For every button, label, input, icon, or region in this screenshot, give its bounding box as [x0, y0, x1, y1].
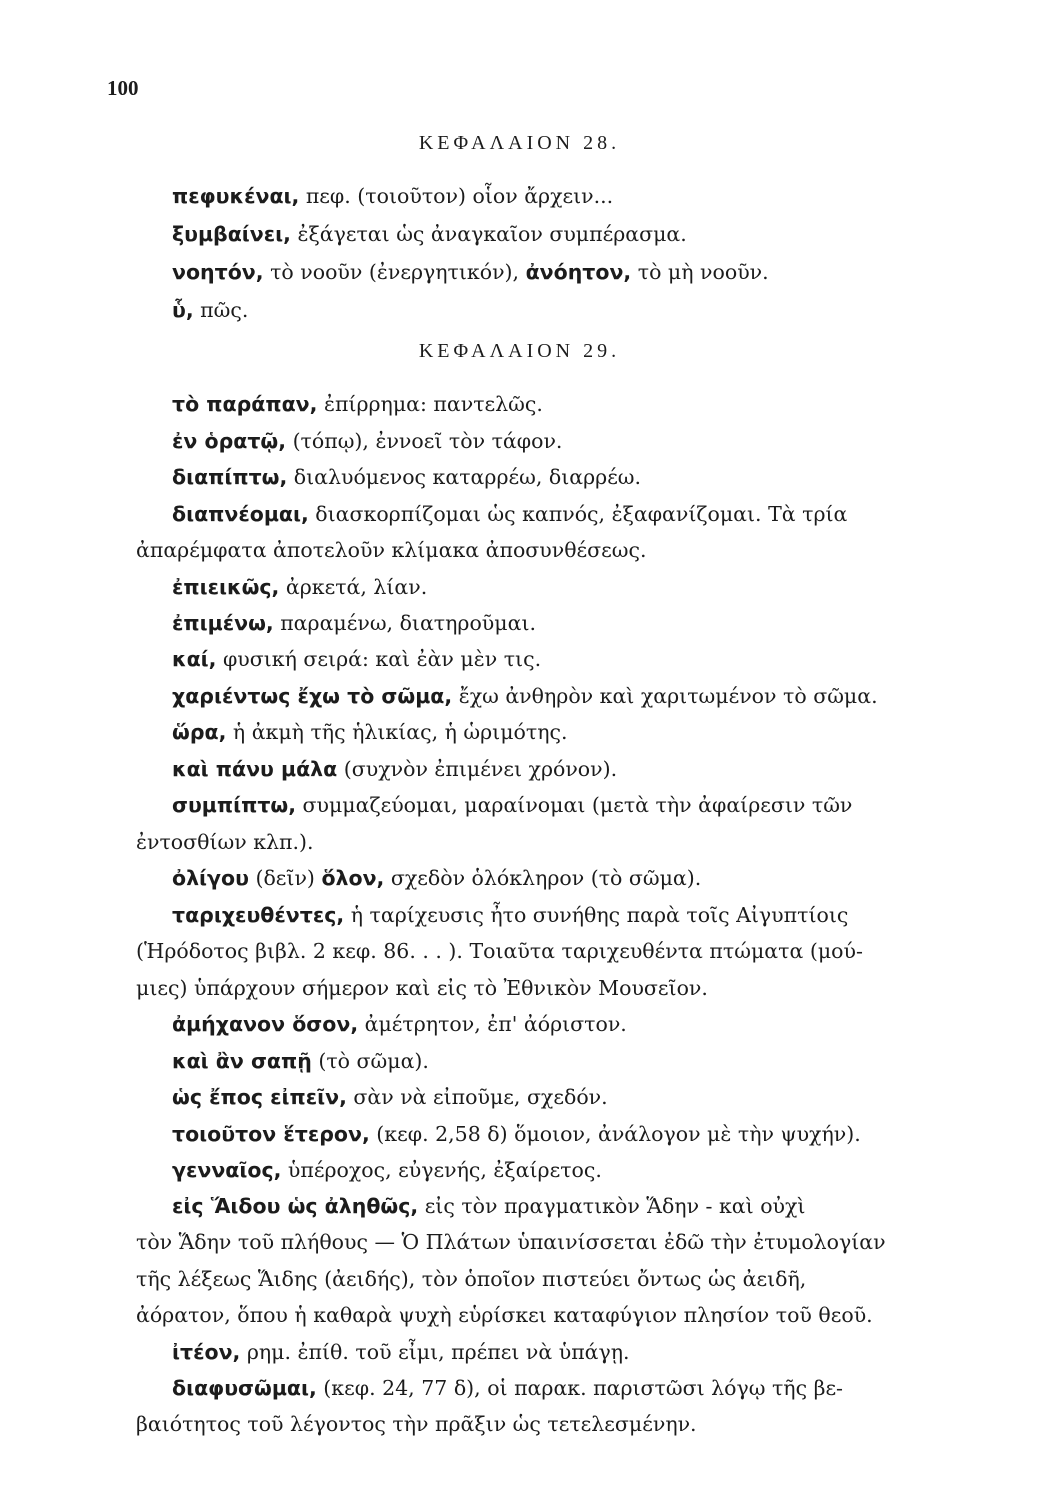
entry-gloss: ἔχω ἀνθηρὸν καὶ χαριτωμένον τὸ σῶμα.	[452, 684, 878, 708]
entry-term: πεφυκέναι,	[172, 184, 300, 208]
glossary-entry	[172, 1374, 843, 1402]
entry-gloss: παραμένω, διατηροῦμαι.	[273, 611, 536, 635]
page-number: 100	[107, 76, 139, 100]
entry-gloss: (κεφ. 2,58 δ) ὅμοιον, ἀνάλογον μὲ τὴν ψυχήν).	[369, 1122, 861, 1146]
glossary-continuation	[136, 1301, 873, 1329]
glossary-entry	[172, 755, 617, 783]
glossary-entry	[172, 1047, 429, 1075]
entry-gloss: ἐξάγεται ὡς ἀναγκαῖον συμπέρασμα.	[290, 222, 687, 246]
glossary-entry	[172, 573, 427, 601]
glossary-entry	[172, 500, 847, 528]
entry-gloss: ἀπαρέμφατα ἀποτελοῦν κλίμακα ἀποσυνθέσεως.	[136, 538, 647, 562]
glossary-entry	[172, 258, 769, 286]
entry-gloss: ἡ ταρίχευσις ἦτο συνήθης παρὰ τοῖς Αἰγυπτίοις	[344, 903, 849, 927]
entry-term: ἐν ὁρατῷ,	[172, 429, 287, 453]
entry-term: νοητόν,	[172, 260, 264, 284]
entry-term: ὀλίγου	[172, 866, 249, 890]
glossary-entry	[172, 182, 613, 210]
glossary-entry	[172, 718, 568, 746]
glossary-entry	[172, 864, 701, 892]
entry-term: ὗ,	[172, 298, 194, 322]
entry-gloss: σχεδὸν ὁλόκληρον (τὸ σῶμα).	[384, 866, 702, 890]
glossary-entry	[172, 296, 248, 324]
entry-term: ξυμβαίνει,	[172, 222, 291, 246]
entry-gloss: (δεῖν)	[248, 866, 322, 890]
entry-gloss: (κεφ. 24, 77 δ), οἱ παρακ. παριστῶσι λόγῳ τῆς βε-	[316, 1376, 843, 1400]
glossary-entry	[172, 220, 687, 248]
entry-term: συμπίπτω,	[172, 793, 297, 817]
entry-gloss: ἡ ἀκμὴ τῆς ἡλικίας, ἡ ὡριμότης.	[226, 720, 568, 744]
entry-term: ἐπιμένω,	[172, 611, 274, 635]
entry-gloss: ἀμέτρητον, ἐπ' ἀόριστον.	[358, 1012, 627, 1036]
entry-gloss: ἀρκετά, λίαν.	[279, 575, 428, 599]
glossary-entry	[172, 1192, 805, 1220]
glossary-entry	[172, 682, 878, 710]
entry-term: τὸ παράπαν,	[172, 392, 318, 416]
entry-gloss: (τόπῳ), ἐννοεῖ τὸν τάφον.	[286, 429, 563, 453]
glossary-entry	[172, 463, 641, 491]
glossary-continuation	[136, 1410, 697, 1438]
glossary-entry	[172, 1083, 608, 1111]
entry-term: διαφυσῶμαι,	[172, 1376, 317, 1400]
entry-gloss: συμμαζεύομαι, μαραίνομαι (μετὰ τὴν ἀφαίρεσιν τῶν	[296, 793, 853, 817]
glossary-entry	[172, 1156, 602, 1184]
entry-term: καὶ πάνυ μάλα	[172, 757, 338, 781]
glossary-entry	[172, 390, 543, 418]
entry-gloss: (Ἡρόδοτος βιβλ. 2 κεφ. 86. . . ). Τοιαῦτα ταριχευθέντα πτώματα (μού-	[136, 939, 863, 963]
glossary-entry	[172, 1338, 630, 1366]
entry-gloss: πεφ. (τοιοῦτον) οἷον ἄρχειν...	[299, 184, 614, 208]
entry-gloss: ὑπέροχος, εὐγενής, ἐξαίρετος.	[281, 1158, 602, 1182]
entry-gloss: φυσική σειρά: καὶ ἐὰν μὲν τις.	[216, 647, 542, 671]
glossary-continuation	[136, 536, 647, 564]
chapter-29-heading: ΚΕΦΑΛΑΙΟΝ 29.	[418, 340, 621, 362]
entry-gloss: μιες) ὑπάρχουν σήμερον καὶ εἰς τὸ Ἐθνικὸν Μουσεῖον.	[136, 976, 708, 1000]
entry-gloss: ἐντοσθίων κλπ.).	[136, 830, 314, 854]
entry-term: ταριχευθέντες,	[172, 903, 345, 927]
entry-gloss: ἐπίρρημα: παντελῶς.	[317, 392, 543, 416]
glossary-entry	[172, 645, 541, 673]
entry-gloss: τὸν Ἅδην τοῦ πλήθους — Ὁ Πλάτων ὑπαινίσσεται ἐδῶ τὴν ἐτυμολογίαν	[136, 1230, 886, 1254]
glossary-continuation	[136, 828, 314, 856]
entry-gloss: πῶς.	[193, 298, 249, 322]
entry-gloss: (τὸ σῶμα).	[311, 1049, 429, 1073]
entry-term: καὶ ἂν σαπῇ	[172, 1049, 312, 1073]
entry-gloss: (συχνὸν ἐπιμένει χρόνον).	[337, 757, 618, 781]
entry-term: ὡς ἔπος εἰπεῖν,	[172, 1085, 347, 1109]
glossary-entry	[172, 427, 562, 455]
glossary-entry	[172, 791, 852, 819]
entry-term: γενναῖος,	[172, 1158, 282, 1182]
entry-gloss: διαλυόμενος καταρρέω, διαρρέω.	[287, 465, 642, 489]
glossary-continuation	[136, 1228, 886, 1256]
entry-gloss: βαιότητος τοῦ λέγοντος τὴν πρᾶξιν ὡς τετελεσμένην.	[136, 1412, 697, 1436]
entry-gloss: εἰς τὸν πραγματικὸν Ἅδην - καὶ οὐχὶ	[418, 1194, 806, 1218]
entry-term: διαπίπτω,	[172, 465, 288, 489]
entry-gloss: ἀόρατον, ὅπου ἡ καθαρὰ ψυχὴ εὑρίσκει καταφύγιον πλησίον τοῦ θεοῦ.	[136, 1303, 873, 1327]
glossary-entry	[172, 1120, 861, 1148]
entry-term: ἐπιεικῶς,	[172, 575, 280, 599]
entry-gloss: ρημ. ἐπίθ. τοῦ εἶμι, πρέπει νὰ ὑπάγῃ.	[240, 1340, 630, 1364]
glossary-continuation	[136, 1265, 806, 1293]
entry-term: καί,	[172, 647, 217, 671]
chapter-28-heading: ΚΕΦΑΛΑΙΟΝ 28.	[418, 132, 621, 154]
entry-term: διαπνέομαι,	[172, 502, 309, 526]
glossary-continuation	[136, 974, 708, 1002]
entry-term: χαριέντως ἔχω τὸ σῶμα,	[172, 684, 453, 708]
entry-term: ἰτέον,	[172, 1340, 241, 1364]
glossary-entry	[172, 609, 536, 637]
entry-gloss: τῆς λέξεως Ἅιδης (ἀειδής), τὸν ὁποῖον πιστεύει ὄντως ὡς ἀειδῆ,	[136, 1267, 807, 1291]
entry-term: ὅλον,	[321, 866, 385, 890]
entry-term: τοιοῦτον ἕτερον,	[172, 1122, 370, 1146]
entry-gloss: τὸ μὴ νοοῦν.	[631, 260, 769, 284]
entry-gloss: διασκορπίζομαι ὡς καπνός, ἐξαφανίζομαι. Τὰ τρία	[308, 502, 848, 526]
entry-term: ὥρα,	[172, 720, 227, 744]
glossary-entry	[172, 1010, 627, 1038]
glossary-continuation	[136, 937, 863, 965]
entry-term: εἰς Ἅιδου ὡς ἀληθῶς,	[172, 1194, 419, 1218]
glossary-entry	[172, 901, 848, 929]
entry-gloss: τὸ νοοῦν (ἐνεργητικόν),	[263, 260, 526, 284]
entry-term: ἀνόητον,	[525, 260, 632, 284]
entry-term: ἀμήχανον ὅσον,	[172, 1012, 359, 1036]
entry-gloss: σὰν νὰ εἰποῦμε, σχεδόν.	[346, 1085, 608, 1109]
